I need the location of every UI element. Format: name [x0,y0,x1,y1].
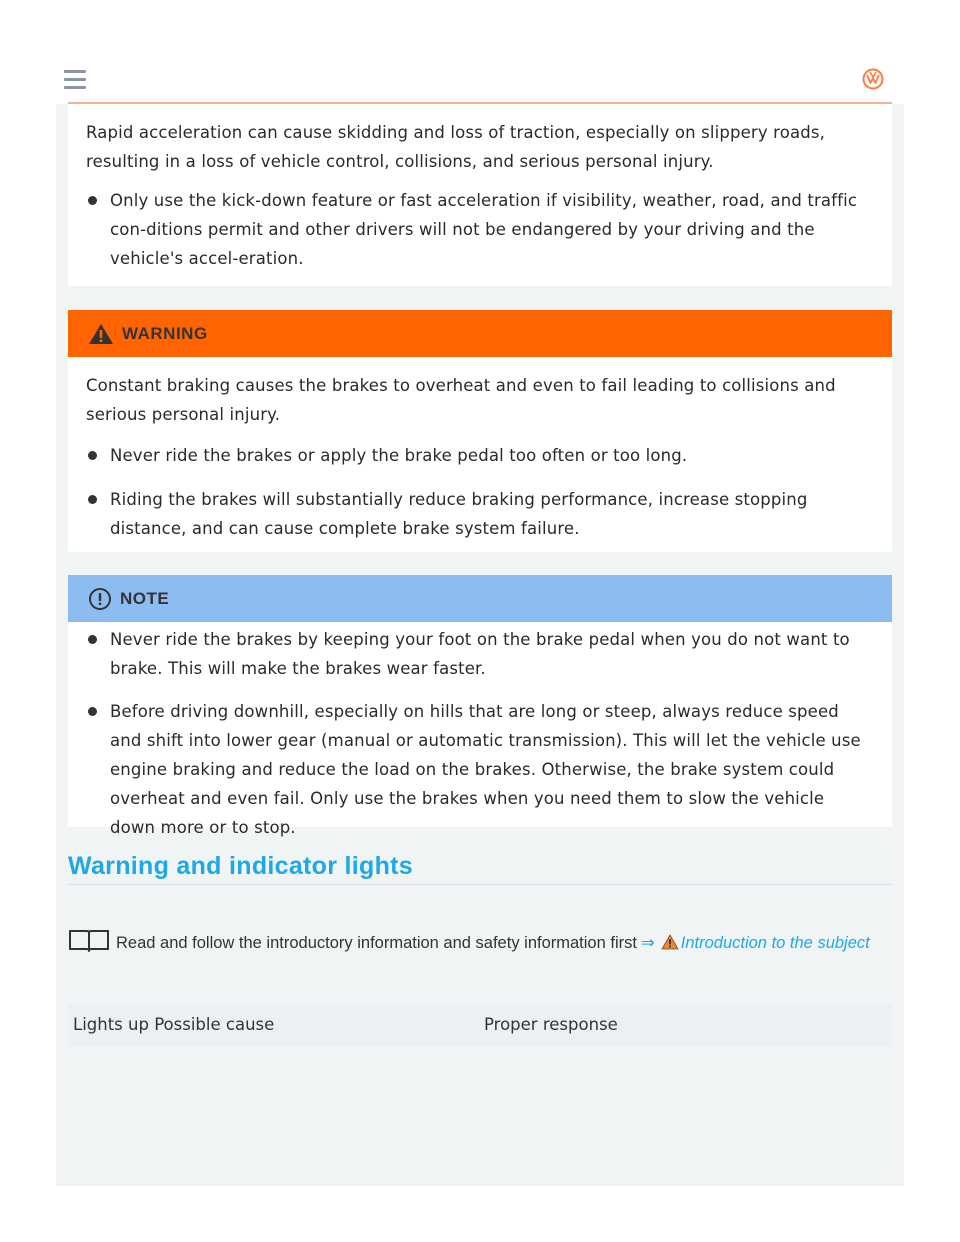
menu-icon[interactable] [64,70,88,90]
vw-logo-icon[interactable] [862,68,884,90]
arrow-symbol: ⇒ [640,934,655,952]
note-header [68,575,892,622]
list-item: Before driving downhill, especially on hills that are long or steep, always reduce speed and shift into lower gear (manual or automatic transmission). This will let the vehicle use engine braking and reduce the load on the brakes. Otherwise, the brake system could overheat and even fail. Only use the brakes when you need them to slow the vehicle down more or to stop. [110,697,874,842]
list-item: Never ride the brakes or apply the brake pedal too often or too long. [110,441,874,470]
warning-text: Constant braking causes the brakes to overheat and even to fail leading to collisions and serious personal injury. [86,376,836,424]
note-label: NOTE [120,588,170,608]
acceleration-bullets [68,186,892,273]
acceleration-warning-box [68,104,892,286]
read-text: Read and follow the introductory information and safety information first [116,934,637,952]
warning-label: WARNING [122,323,208,343]
warning-triangle-icon [88,323,114,345]
info-circle-icon [88,587,112,611]
acceleration-text: Rapid acceleration can cause skidding and loss of traction, especially on slippery roads, resulting in a loss of vehicle control, collisions, and serious personal injury. [86,123,825,171]
section-title: Warning and indicator lights [68,852,413,880]
book-icon [68,928,110,952]
note-bullets [68,625,892,842]
indicator-table-header [68,1004,892,1046]
list-item: Never ride the brakes by keeping your foot on the brake pedal when you do not want to brake. This will make the brakes wear faster. [110,625,874,683]
warning-bullets [68,441,892,543]
warning-triangle-icon [661,934,679,950]
warning-box [68,310,892,552]
section-divider [68,884,892,885]
note-box [68,575,892,837]
table-header-cause: Lights up Possible cause [73,1015,275,1034]
list-item: Only use the kick-down feature or fast acceleration if visibility, weather, road, and traffic con-ditions permit and other drivers will not be endangered by your driving and the vehicle's accel-eration. [110,186,874,273]
table-header-response: Proper response [484,1015,618,1034]
introduction-link[interactable]: Introduction to the subject [680,934,870,952]
warning-header [68,310,892,357]
manual-page [56,56,904,1186]
read-instructions [68,928,898,957]
list-item: Riding the brakes will substantially reduce braking performance, increase stopping distance, and can cause complete brake system failure. [110,485,874,543]
top-bar [56,56,904,104]
